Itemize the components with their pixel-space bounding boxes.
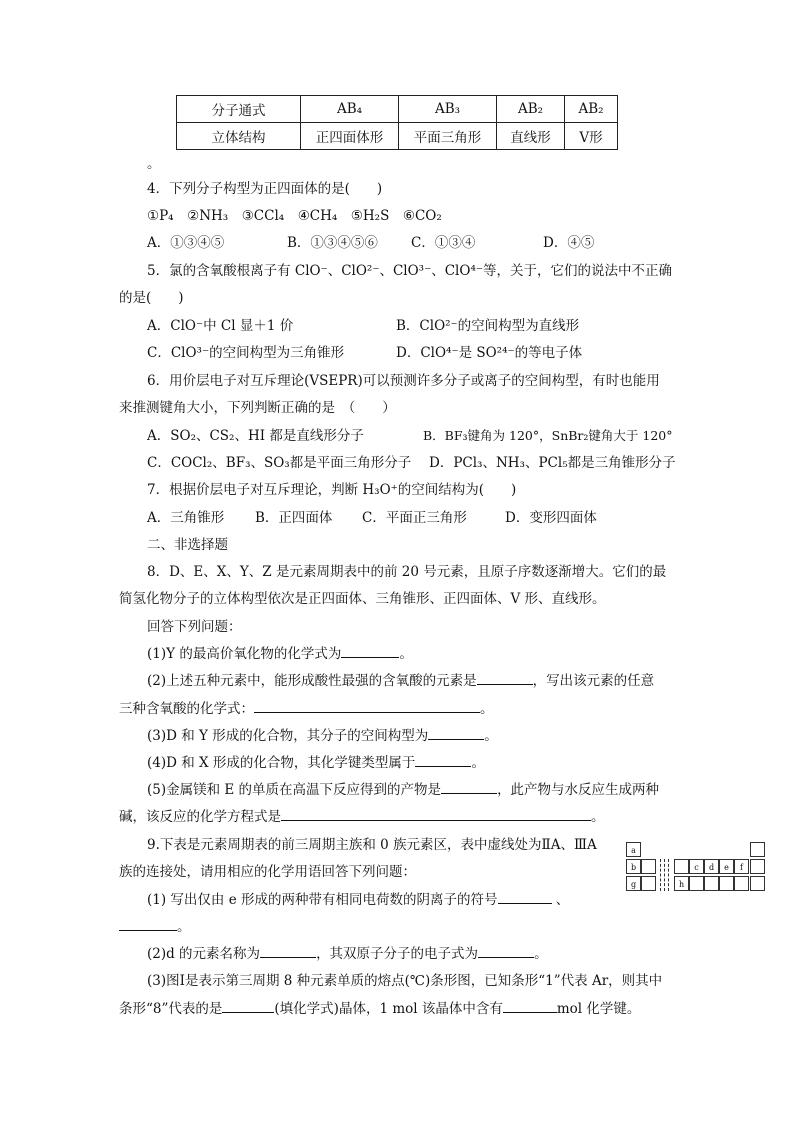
group-connection-line xyxy=(664,859,665,891)
option-a: A．三角锥形 xyxy=(147,510,225,526)
element-cell xyxy=(734,876,749,891)
option-c: C．ClO³⁻的空间构型为三角锥形 xyxy=(147,345,345,361)
period-mark: 。 xyxy=(147,156,161,172)
answer-blank[interactable] xyxy=(222,1000,274,1013)
answer-blank[interactable] xyxy=(441,781,497,794)
sub-question-2-cont: 三种含氧酸的化学式： 。 xyxy=(119,701,494,717)
option-c: C．平面正三角形 xyxy=(362,510,467,526)
question-4: 4．下列分子构型为正四面体的是( ) xyxy=(147,181,383,197)
option-c: C．COCl₂、BF₃、SO₃都是平面三角形分子 xyxy=(147,455,412,471)
element-cell-e: e xyxy=(719,859,734,874)
option-b: B．BF₃键角为 120°，SnBr₂键角大于 120° xyxy=(423,428,673,443)
sub-question-5-cont: 碱，该反应的化学方程式是 。 xyxy=(119,809,605,825)
table-cell: AB₂ xyxy=(565,96,618,123)
table-cell: V形 xyxy=(565,123,618,150)
table-row xyxy=(177,96,618,123)
answer-blank[interactable] xyxy=(477,672,533,685)
element-cell-a: a xyxy=(626,842,641,857)
option-b: B．①③④⑤⑥ xyxy=(287,235,378,251)
option-d: D．ClO⁴⁻是 SO²⁴⁻的等电子体 xyxy=(396,345,583,361)
element-cell xyxy=(719,876,734,891)
question-7: 7．根据价层电子对互斥理论，判断 H₃O⁺的空间结构为( ) xyxy=(147,482,517,498)
answer-blank[interactable] xyxy=(428,727,484,740)
periodic-table-figure xyxy=(626,842,766,894)
element-cell xyxy=(641,859,656,874)
option-b: B．ClO²⁻的空间构型为直线形 xyxy=(396,318,580,334)
group-connection-line xyxy=(668,859,669,891)
option-a: A．①③④⑤ xyxy=(147,235,225,251)
table-cell: 直线形 xyxy=(497,123,565,150)
question-8: 8．D、E、X、Y、Z 是元素周期表中的前 20 号元素，且原子序数逐渐增大。它们的最 xyxy=(147,564,667,580)
answer-blank[interactable] xyxy=(260,945,316,958)
answer-blank[interactable] xyxy=(254,700,480,713)
question-4-items: ①P₄ ②NH₃ ③CCl₄ ④CH₄ ⑤H₂S ⑥CO₂ xyxy=(147,208,442,224)
sub-question-3-cont: 条形“8”代表的是 (填化学式)晶体，1 mol 该晶体中含有 mol 化学键。 xyxy=(119,1001,641,1017)
option-c: C．①③④ xyxy=(411,235,476,251)
sub-question-3: (3)图Ⅰ是表示第三周期 8 种元素单质的熔点(℃)条形图，已知条形“1”代表 Ar，则其中 xyxy=(147,973,663,989)
element-cell xyxy=(674,859,689,874)
question-8-cont: 简氢化物分子的立体构型依次是正四面体、三角锥形、正四面体、V 形、直线形。 xyxy=(119,591,606,607)
option-b: B．正四面体 xyxy=(255,510,333,526)
answer-blank[interactable] xyxy=(281,808,591,821)
element-cell-f: f xyxy=(734,859,749,874)
element-cell xyxy=(750,842,765,857)
sub-question-4: (4)D 和 X 形成的化合物，其化学键类型属于 。 xyxy=(147,755,485,771)
table-cell: 立体结构 xyxy=(177,123,301,150)
group-connection-line xyxy=(660,859,661,891)
answer-blank[interactable] xyxy=(503,1000,557,1013)
answer-blank[interactable] xyxy=(498,891,552,904)
option-d: D．④⑤ xyxy=(543,235,595,251)
element-cell xyxy=(689,876,704,891)
question-6: 6．用价层电子对互斥理论(VSEPR)可以预测许多分子或离子的空间构型，有时也能用 xyxy=(147,373,660,389)
element-cell-d: d xyxy=(704,859,719,874)
element-cell xyxy=(750,876,765,891)
element-cell-b: b xyxy=(626,859,641,874)
table-cell: 分子通式 xyxy=(177,96,301,123)
table-row xyxy=(177,123,618,150)
answer-blank[interactable] xyxy=(341,645,399,658)
question-9-cont: 族的连接处，请用相应的化学用语回答下列问题： xyxy=(119,864,416,880)
option-d: D．PCl₃、NH₃、PCl₅都是三角锥形分子 xyxy=(429,455,676,471)
question-5-cont: 的是( ) xyxy=(119,290,184,306)
section-heading: 二、非选择题 xyxy=(147,537,228,553)
element-cell-c: c xyxy=(689,859,704,874)
sub-question-3: (3)D 和 Y 形成的化合物，其分子的空间构型为 。 xyxy=(147,728,498,744)
sub-question-2: (2)d 的元素名称为 ，其双原子分子的电子式为 。 xyxy=(147,946,548,962)
table-cell: AB₂ xyxy=(497,96,565,123)
sub-question-1-cont: 。 xyxy=(119,918,191,936)
element-cell xyxy=(750,859,765,874)
question-9: 9.下表是元素周期表的前三周期主族和 0 族元素区，表中虚线处为ⅡA、ⅢA xyxy=(147,837,597,853)
option-a: A．ClO⁻中 Cl 显＋1 价 xyxy=(147,318,294,334)
sub-question-1: (1) 写出仅由 e 形成的两种带有相同电荷数的阴离子的符号 、 xyxy=(147,892,570,908)
option-d: D．变形四面体 xyxy=(505,510,597,526)
answer-blank[interactable] xyxy=(415,754,471,767)
option-a: A．SO₂、CS₂、HI 都是直线形分子 xyxy=(147,428,364,444)
element-cell xyxy=(641,876,656,891)
answer-blank[interactable] xyxy=(119,918,177,931)
question-8-prompt: 回答下列问题： xyxy=(147,619,242,635)
question-5: 5．氯的含氧酸根离子有 ClO⁻、ClO²⁻、ClO³⁻、ClO⁴⁻等，关于，它们的说法中不正确 xyxy=(147,263,672,279)
sub-question-5: (5)金属镁和 E 的单质在高温下反应得到的产物是 ，此产物与水反应生成两种 xyxy=(147,782,660,798)
molecule-shape-table xyxy=(176,95,618,150)
answer-blank[interactable] xyxy=(478,945,534,958)
table-cell: 平面三角形 xyxy=(399,123,497,150)
table-cell: 正四面体形 xyxy=(301,123,399,150)
element-cell-g: g xyxy=(626,876,641,891)
element-cell xyxy=(704,876,719,891)
table-cell: AB₄ xyxy=(301,96,399,123)
sub-question-1: (1)Y 的最高价氧化物的化学式为 。 xyxy=(147,646,413,662)
question-6-cont: 来推测键角大小，下列判断正确的是 （ ） xyxy=(119,400,396,416)
table-cell: AB₃ xyxy=(399,96,497,123)
sub-question-2: (2)上述五种元素中，能形成酸性最强的含氧酸的元素是 ，写出该元素的任意 xyxy=(147,673,655,689)
element-cell-h: h xyxy=(674,876,689,891)
